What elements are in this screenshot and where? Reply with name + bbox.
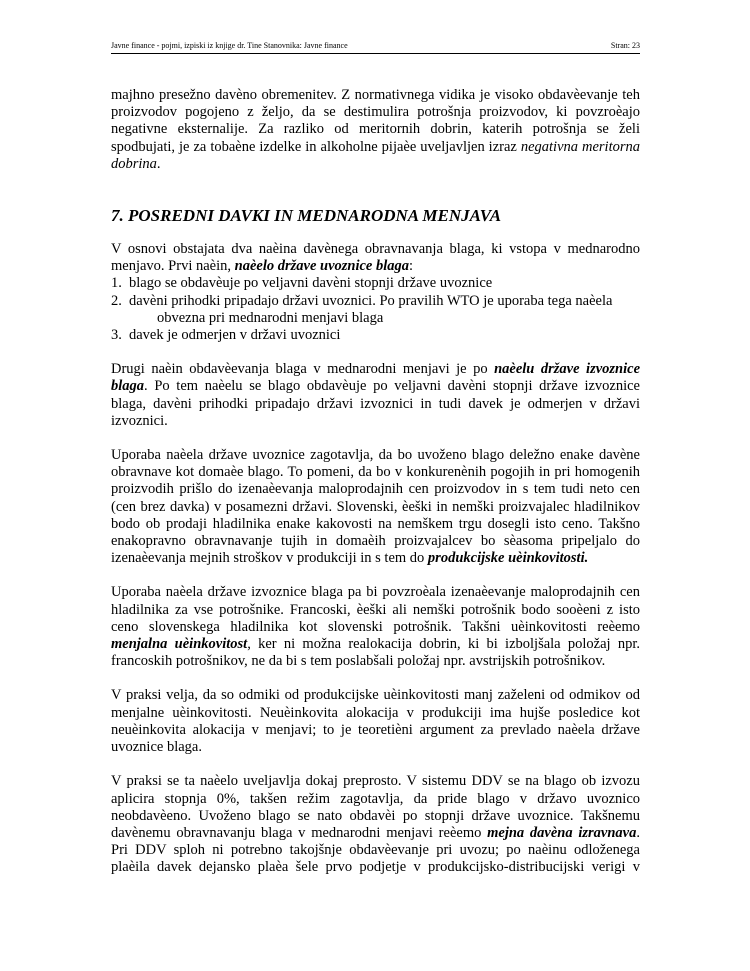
paragraph-continued bbox=[111, 87, 640, 173]
bold-term: naèelu države izvoznice blaga bbox=[111, 361, 641, 395]
list-number: 2. bbox=[111, 292, 122, 309]
bold-term: mejna davèna izravnava bbox=[487, 824, 637, 841]
bold-term: naèelo države uvoznice blaga bbox=[234, 258, 410, 275]
list-item bbox=[111, 327, 640, 344]
paragraph-text: . Po tem naèelu se blago obdavèuje po veljavni davèni stopnji države izvoznice blaga, davèni prihodki pripadajo državi izvoznici in tudi davek je odmerjen v državi izvoznici. bbox=[111, 378, 640, 429]
list-item bbox=[111, 293, 640, 327]
header-title: Javne finance - pojmi, izpiski iz knjige dr. Tine Stanovnika: Javne finance bbox=[111, 41, 348, 50]
italic-term: negativna meritorna dobrina bbox=[111, 138, 640, 172]
list-text: davèni prihodki pripadajo državi uvoznici. Po pravilih WTO je uporaba tega naèela bbox=[129, 292, 613, 309]
list-text: davek je odmerjen v državi uvoznici bbox=[129, 327, 341, 344]
punctuation: . bbox=[156, 155, 161, 172]
paragraph: V praksi velja, da so odmiki od produkcijske uèinkovitosti manj zaželeni od odmikov od menjalne uèinkovitosti. Neuèinkovita alokacija v produkciji ima hujše posledice kot neuèinkovita alokacija v menjavi; to je teoretièni argument za prevlado naèela države uvoznice blaga. bbox=[111, 687, 640, 756]
page-header bbox=[111, 40, 640, 54]
paragraph bbox=[111, 361, 640, 430]
paragraph-text: V osnovi obstajata dva naèina davènega obravnavanja blaga, ki vstopa v mednarodno menjavo. Prvi naèin, bbox=[111, 241, 640, 275]
page-number: Stran: 23 bbox=[610, 41, 640, 50]
bold-term: menjalna uèinkovitost bbox=[111, 636, 248, 653]
paragraph-text: Uporaba naèela države izvoznice blaga pa bi povzroèala izenaèevanje maloprodajnih cen hladilnika za vse potrošnike. Francoski, èeški ali nemški potrošnik bodo sooèeni z isto ceno slovenskega hladilnika kot slovenski potrošnik. Takšni uèinkovitosti reèemo bbox=[111, 584, 640, 635]
paragraph-text: Drugi naèin obdavèevanja blaga v mednarodni menjavi je po bbox=[111, 361, 495, 378]
paragraph-text: . Pri DDV sploh ni potrebno takojšnje obdavèevanje pri uvozu; po naèinu odloženega plaèila davek dejansko plaèa šele prvo podjetje v produkcijsko-distribucijski verigi v bbox=[111, 824, 640, 876]
paragraph-text: majhno presežno davèno obremenitev. Z normativnega vidika je visoko obdavèevanje teh proizvodov pogojeno z željo, da se destimulira potrošnja proizvodov, ki povzroèajo negativne eksternalije. Za razliko od meritornih dobrin, katerih potrošnja se želi spodbujati, je za tobaène izdelke in alkoholne pijaèe uveljavljen izraz bbox=[111, 87, 640, 155]
paragraph bbox=[111, 584, 640, 670]
intro-paragraph bbox=[111, 241, 640, 275]
section-heading: 7. POSREDNI DAVKI IN MEDNARODNA MENJAVA bbox=[111, 206, 502, 226]
numbered-list bbox=[111, 275, 640, 344]
list-item bbox=[111, 275, 640, 292]
paragraph bbox=[111, 773, 640, 876]
punctuation: : bbox=[409, 258, 414, 275]
paragraph-text: V praksi se ta naèelo uveljavlja dokaj preprosto. V sistemu DDV se na blago ob izvozu aplicira stopnja 0%, takšen režim zagotavlja, da pride blago v državo uvoznico neobdavèeno. Uvoženo blago se nato obdavèi po stopnji države uvoznice. Takšnemu davènemu obravnavanju blaga v mednarodni menjavi reèemo bbox=[111, 773, 640, 841]
paragraph-text: Uporaba naèela države uvoznice zagotavlja, da bo uvoženo blago deležno enake davène obravnave kot domaèe blago. To pomeni, da bo v konkurenènih pogojih in pri homogenih proizvodih prišlo do izenaèevanja maloprodajnih cen proizvodov in s tem tudi neto cen (cen brez davka) v posamezni državi. Slovenski, èeški in nemški proizvajalec hladilnikov bodo ob prodaji hladilnika enake kakovosti na nemškem trgu dosegli isto ceno. Takšno enakopravno obravnavanje tujih in domaèih proizvajalcev bo sèasoma pripeljalo do izenaèevanja mejnih stroškov v produkciji in s tem do bbox=[111, 447, 640, 567]
bold-term: produkcijske uèinkovitosti. bbox=[427, 550, 589, 567]
paragraph-text: , ker ni možna realokacija dobrin, ki bi izboljšala položaj npr. francoskih potrošnikov, ne da bi s tem poslabšali položaj npr. avstrijskih potrošnikov. bbox=[111, 636, 640, 670]
list-text-continued: obvezna pri mednarodni menjavi blaga bbox=[157, 309, 384, 326]
list-number: 1. bbox=[111, 275, 122, 292]
list-number: 3. bbox=[111, 327, 122, 344]
paragraph bbox=[111, 447, 640, 567]
list-text: blago se obdavèuje po veljavni davèni stopnji države uvoznice bbox=[129, 275, 493, 292]
document-body bbox=[111, 87, 640, 877]
